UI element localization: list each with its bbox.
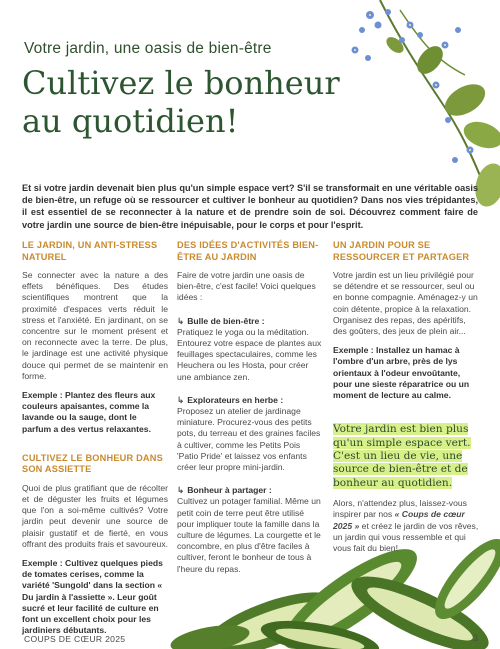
- activites-intro: Faire de votre jardin une oasis de bien-être, c'est facile! Voici quelques idées :: [177, 270, 316, 303]
- activity-2-title: ↳ Explorateurs en herbe :: [177, 394, 284, 405]
- activity-1-title: ↳ Bulle de bien-être :: [177, 315, 265, 326]
- section-kicker: Votre jardin, une oasis de bien-être: [24, 40, 272, 57]
- ressourcer-body: Votre jardin est un lieu privilégié pour se détendre et se ressourcer, seul ou en bonne compagnie. Aménagez-y un coin détente, propice à la relaxation. Organisez des repas, des apéritifs, des goûters, des jeux de plein air...: [333, 270, 478, 337]
- column-1: [22, 240, 168, 644]
- closing-emphasis: « Coups de cœur 2025 »: [333, 509, 465, 531]
- section-title-ressourcer: UN JARDIN POUR SE RESSOURCER ET PARTAGER: [333, 240, 470, 262]
- arrow-icon: ↳: [177, 485, 185, 496]
- activity-1-body: Pratiquez le yoga ou la méditation. Entourez votre espace de plantes aux feuillages spectaculaires, comme les Heuchera ou les Hosta, pour créer une ambiance zen.: [177, 326, 322, 382]
- arrow-icon: ↳: [177, 394, 185, 405]
- section-title-antistress: LE JARDIN, UN ANTI-STRESS NATUREL: [22, 240, 158, 262]
- footer-publication: COUPS DE CŒUR 2025: [24, 634, 126, 644]
- antistress-example: Exemple : Plantez des fleurs aux couleurs apaisantes, comme la lavande ou la sauge, dont le parfum a des vertus relaxantes.: [22, 390, 156, 434]
- column-3: [333, 240, 479, 562]
- page-title-line1: Cultivez le bonheur: [22, 64, 340, 102]
- closing-paragraph: Alors, n'attendez plus, laissez-vous inspirer par nos « Coups de cœur 2025 » et créez le jardin de vos rêves, un jardin qui vous ressemble et qui vous fait du bien!: [333, 498, 479, 554]
- section-title-assiette: CULTIVEZ LE BONHEUR DANS SON ASSIETTE: [22, 452, 163, 475]
- activity-2-body: Proposez un atelier de jardinage miniature. Procurez-vous des petits pots, du terreau et des graines faciles à cultiver, comme les Petits Pois 'Patio Pride' et laissez vos enfants créer leur propre mini-jardin.: [177, 406, 321, 473]
- ressourcer-example: Exemple : Installez un hamac à l'ombre d'un arbre, près de lys orientaux à l'odeur envoûtante, pour une sieste réparatrice ou un moment de lecture au calme.: [333, 345, 470, 401]
- highlight-quote: Votre jardin est bien plus qu'un simple espace vert. C'est un lieu de vie, une source de bien-être et de bonheur au quotidien.: [333, 423, 471, 489]
- page-number: 3: [472, 633, 478, 643]
- assiette-body: Quoi de plus gratifiant que de récolter et de déguster les fruits et légumes que l'on a soi-même cultivés? Votre jardin peut devenir une source de plaisir gustatif et de fierté, en vous offrant des produits frais et savoureux.: [22, 482, 169, 549]
- page-title: [22, 64, 352, 140]
- activity-3-body: Cultivez un potager familial. Même un petit coin de terre peut être utilisé pour impliquer toute la famille dans la culture de légumes. La courgette et le concombre, en plus d'être faciles à cultiver, feront le bonheur de tous à l'heure du repas.: [177, 496, 321, 574]
- page-title-line2: au quotidien!: [22, 102, 239, 140]
- section-title-activites: DES IDÉES D'ACTIVITÉS BIEN-ÊTRE AU JARDIN: [177, 240, 319, 262]
- activity-3-title: ↳ Bonheur à partager :: [177, 485, 272, 496]
- intro-paragraph: Et si votre jardin devenait bien plus qu'un simple espace vert? S'il se transformait en une véritable oasis de bien-être, un refuge où se ressourcer et cultiver le bonheur au quotidien? Dans nos vies trépidantes, il est essentiel de se reconnecter à la nature et de prendre soin de soi. Découvrez comment faire de votre jardin une source de bien-être inépuisable, pour le corps et pour l'esprit.: [22, 183, 478, 230]
- arrow-icon: ↳: [177, 315, 185, 326]
- antistress-body: Se connecter avec la nature a des effets bénéfiques. Des études scientifiques montrent que la proximité d'espaces verts réduit le stress et l'anxiété. En jardinant, on se concentre sur le moment présent et on reconnecte avec la terre. De plus, le jardinage est une activité physique douce qui permet de se maintenir en forme.: [22, 270, 168, 381]
- column-2: [177, 240, 323, 583]
- assiette-example: Exemple : Cultivez quelques pieds de tomates cerises, comme la variété 'Sungold' dans la section « Du jardin à l'assiette ». Leur goût sucré et leur facilité de culture en font un excellent choix pour les jardiniers débutants.: [22, 558, 163, 636]
